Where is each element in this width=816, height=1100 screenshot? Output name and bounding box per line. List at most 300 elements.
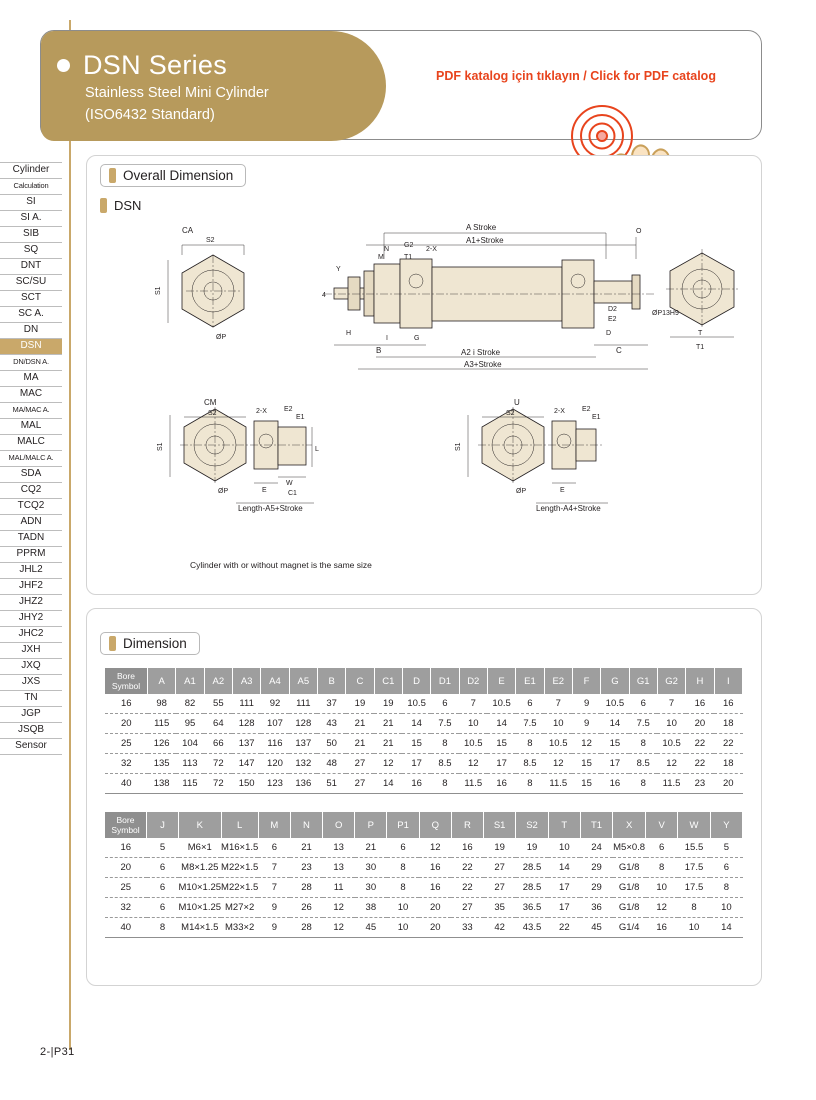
- svg-text:W: W: [286, 480, 293, 487]
- svg-text:CM: CM: [204, 398, 217, 407]
- table-cell: 135: [148, 754, 176, 774]
- sidebar-item-sensor[interactable]: Sensor: [0, 739, 62, 755]
- table-cell: 11.5: [544, 774, 572, 794]
- column-header: Y: [710, 812, 742, 838]
- svg-text:4: 4: [322, 292, 326, 299]
- svg-text:T1: T1: [404, 254, 413, 261]
- table-cell: 12: [572, 734, 600, 754]
- table-cell: 17: [601, 754, 629, 774]
- page-standard: (ISO6432 Standard): [85, 107, 215, 123]
- table-cell: 17: [548, 898, 580, 918]
- table-cell: 28.5: [516, 878, 548, 898]
- svg-text:S1: S1: [157, 442, 164, 451]
- table-cell: 29: [580, 878, 612, 898]
- svg-text:G: G: [414, 335, 420, 342]
- table-cell: 8: [629, 774, 657, 794]
- dimension-table-2: [105, 812, 743, 938]
- table-cell: 136: [289, 774, 317, 794]
- table-cell: 23: [686, 774, 714, 794]
- table-cell: 22: [451, 878, 483, 898]
- table-cell: 138: [148, 774, 176, 794]
- svg-text:H: H: [346, 330, 352, 337]
- column-header: P1: [387, 812, 419, 838]
- column-header: X: [613, 812, 646, 838]
- table-cell: 8: [431, 734, 459, 754]
- table-cell: 16: [419, 878, 451, 898]
- table-row: [105, 754, 743, 774]
- table-cell: 7.5: [516, 714, 544, 734]
- table-cell: 6: [646, 838, 678, 858]
- table-cell: 32: [105, 898, 147, 918]
- table-cell: 21: [290, 838, 322, 858]
- svg-text:A1+Stroke: A1+Stroke: [466, 236, 504, 245]
- svg-text:A Stroke: A Stroke: [466, 223, 497, 232]
- page-number: 2-|P31: [40, 1046, 75, 1058]
- sidebar-item-jxs[interactable]: JXS: [0, 675, 62, 691]
- table-cell: 6: [629, 694, 657, 714]
- column-header: E1: [516, 668, 544, 694]
- table-cell: 92: [261, 694, 289, 714]
- column-header: O: [323, 812, 355, 838]
- table-cell: 9: [572, 714, 600, 734]
- table-cell: 8: [516, 774, 544, 794]
- section-dimension-label: Dimension: [123, 636, 187, 651]
- table-cell: 8: [710, 878, 742, 898]
- table-cell: 12: [323, 898, 355, 918]
- table-cell: 12: [544, 754, 572, 774]
- table-cell: 20: [714, 774, 742, 794]
- sidebar-item-sct[interactable]: SCT: [0, 291, 62, 307]
- table-cell: 6: [258, 838, 290, 858]
- table-cell: 32: [105, 754, 148, 774]
- table-cell: 50: [317, 734, 345, 754]
- sidebar-item-jhf2[interactable]: JHF2: [0, 579, 62, 595]
- table-cell: 22: [548, 918, 580, 938]
- table-cell: 137: [289, 734, 317, 754]
- sidebar-item-mal-malc-a[interactable]: MAL/MALC A.: [0, 451, 62, 467]
- table-cell: 20: [105, 858, 147, 878]
- drawing-note: Cylinder with or without magnet is the same size: [190, 560, 372, 570]
- table-cell: 82: [176, 694, 204, 714]
- table-cell: 6: [147, 858, 179, 878]
- column-header: T: [548, 812, 580, 838]
- table-cell: 27: [484, 858, 516, 878]
- column-header: W: [678, 812, 710, 838]
- technical-drawing: [96, 215, 756, 585]
- series-tab: [41, 31, 386, 141]
- table-cell: 9: [258, 898, 290, 918]
- table-cell: 5: [710, 838, 742, 858]
- svg-text:E2: E2: [608, 316, 617, 323]
- column-header: A5: [289, 668, 317, 694]
- sidebar-item-sib[interactable]: SIB: [0, 227, 62, 243]
- sidebar-item-jsqb[interactable]: JSQB: [0, 723, 62, 739]
- svg-text:T1: T1: [696, 344, 705, 351]
- table-cell: 11.5: [657, 774, 685, 794]
- svg-text:S2: S2: [208, 410, 217, 417]
- column-header: A: [148, 668, 176, 694]
- table-cell: 147: [232, 754, 260, 774]
- svg-text:ØP: ØP: [516, 488, 527, 495]
- sidebar-item-jxh[interactable]: JXH: [0, 643, 62, 659]
- table-cell: 26: [290, 898, 322, 918]
- table-cell: 17: [548, 878, 580, 898]
- sidebar-item-jhz2[interactable]: JHZ2: [0, 595, 62, 611]
- table-cell: 28: [290, 918, 322, 938]
- sidebar-item-sc-su[interactable]: SC/SU: [0, 275, 62, 291]
- table-cell: 15.5: [678, 838, 710, 858]
- table-cell: 21: [374, 714, 402, 734]
- table-cell: 40: [105, 774, 148, 794]
- table-row: [105, 734, 743, 754]
- table-cell: 10.5: [657, 734, 685, 754]
- table-cell: 43.5: [516, 918, 548, 938]
- section-overall-dimension: [100, 164, 246, 187]
- table-cell: 14: [710, 918, 742, 938]
- table-cell: 13: [323, 838, 355, 858]
- column-header: Bore Symbol: [105, 668, 148, 694]
- column-header: D: [402, 668, 430, 694]
- table-cell: 55: [204, 694, 232, 714]
- sidebar-item-calculation[interactable]: Calculation: [0, 179, 62, 195]
- sidebar-item-tn[interactable]: TN: [0, 691, 62, 707]
- column-header: S2: [516, 812, 548, 838]
- table-cell: G1/4: [613, 918, 646, 938]
- table-cell: 28: [290, 878, 322, 898]
- table-cell: 15: [402, 734, 430, 754]
- table-cell: 16: [105, 694, 148, 714]
- column-header: Bore Symbol: [105, 812, 147, 838]
- table-cell: M33×2: [221, 918, 258, 938]
- table-cell: 14: [487, 714, 515, 734]
- table-cell: 116: [261, 734, 289, 754]
- pdf-catalog-link[interactable]: PDF katalog için tıklayın / Click for PDF catalog: [436, 69, 716, 83]
- sidebar-item-pprm[interactable]: PPRM: [0, 547, 62, 563]
- column-header: H: [686, 668, 714, 694]
- svg-text:E2: E2: [284, 406, 293, 413]
- svg-text:I: I: [386, 335, 388, 342]
- table-cell: 6: [387, 838, 419, 858]
- table-cell: 18: [714, 714, 742, 734]
- table-cell: M14×1.5: [179, 918, 222, 938]
- table-cell: 8: [646, 858, 678, 878]
- svg-text:Length-A4+Stroke: Length-A4+Stroke: [536, 504, 601, 513]
- table-cell: 115: [148, 714, 176, 734]
- table-cell: 25: [105, 878, 147, 898]
- table-cell: M22×1.5: [221, 858, 258, 878]
- table-cell: 21: [346, 734, 374, 754]
- sidebar-item-jxq[interactable]: JXQ: [0, 659, 62, 675]
- table-cell: 10: [387, 918, 419, 938]
- column-header: J: [147, 812, 179, 838]
- column-header: E2: [544, 668, 572, 694]
- table-cell: 6: [516, 694, 544, 714]
- table-row: [105, 858, 743, 878]
- table-cell: 5: [147, 838, 179, 858]
- column-header: G: [601, 668, 629, 694]
- sidebar-item-cq2[interactable]: CQ2: [0, 483, 62, 499]
- table-cell: 8: [516, 734, 544, 754]
- table-cell: 17.5: [678, 878, 710, 898]
- table-cell: 115: [176, 774, 204, 794]
- table-cell: 36: [580, 898, 612, 918]
- table-cell: 7: [258, 858, 290, 878]
- table-cell: 7: [544, 694, 572, 714]
- column-header: C: [346, 668, 374, 694]
- table-cell: 10: [548, 838, 580, 858]
- table-cell: 72: [204, 754, 232, 774]
- table-cell: 45: [355, 918, 387, 938]
- svg-text:N: N: [384, 246, 390, 253]
- table-row: [105, 918, 743, 938]
- table-cell: 10: [459, 714, 487, 734]
- column-header: N: [290, 812, 322, 838]
- table-cell: 38: [355, 898, 387, 918]
- table-row: [105, 838, 743, 858]
- table-cell: 20: [105, 714, 148, 734]
- table-cell: 104: [176, 734, 204, 754]
- table-cell: 6: [710, 858, 742, 878]
- table-cell: 27: [346, 754, 374, 774]
- table-cell: 11.5: [459, 774, 487, 794]
- sidebar-item-mac[interactable]: MAC: [0, 387, 62, 403]
- table-cell: 10.5: [487, 694, 515, 714]
- table-cell: 123: [261, 774, 289, 794]
- table-cell: 12: [459, 754, 487, 774]
- sidebar-item-jhy2[interactable]: JHY2: [0, 611, 62, 627]
- sidebar-item-jhc2[interactable]: JHC2: [0, 627, 62, 643]
- table-cell: G1/8: [613, 898, 646, 918]
- page-title: DSN Series: [83, 50, 228, 80]
- sidebar-item-sq[interactable]: SQ: [0, 243, 62, 259]
- sidebar-item-tadn[interactable]: TADN: [0, 531, 62, 547]
- table-cell: 42: [484, 918, 516, 938]
- table-cell: 17.5: [678, 858, 710, 878]
- table-cell: 7.5: [431, 714, 459, 734]
- table-cell: 12: [646, 898, 678, 918]
- column-header: A4: [261, 668, 289, 694]
- table-cell: 45: [580, 918, 612, 938]
- table-cell: 21: [374, 734, 402, 754]
- table-cell: 14: [402, 714, 430, 734]
- column-header: G1: [629, 668, 657, 694]
- table-cell: 20: [419, 898, 451, 918]
- svg-text:2-X: 2-X: [426, 246, 437, 253]
- table-row: [105, 774, 743, 794]
- table-cell: 13: [323, 858, 355, 878]
- column-header: Q: [419, 812, 451, 838]
- svg-text:ØP13H9: ØP13H9: [652, 310, 679, 317]
- svg-text:G2: G2: [404, 242, 414, 249]
- table-cell: 16: [451, 838, 483, 858]
- svg-text:ØP: ØP: [216, 334, 227, 341]
- column-header: G2: [657, 668, 685, 694]
- table-cell: 11: [323, 878, 355, 898]
- table-row: [105, 878, 743, 898]
- table-cell: 30: [355, 878, 387, 898]
- sidebar-item-dnt[interactable]: DNT: [0, 259, 62, 275]
- table-cell: 10: [710, 898, 742, 918]
- table-cell: 19: [516, 838, 548, 858]
- svg-text:B: B: [376, 346, 382, 355]
- table-cell: 6: [147, 878, 179, 898]
- column-header: V: [646, 812, 678, 838]
- table-cell: 111: [232, 694, 260, 714]
- svg-text:ØP: ØP: [218, 488, 229, 495]
- svg-text:D: D: [606, 330, 612, 337]
- sidebar-item-tcq2[interactable]: TCQ2: [0, 499, 62, 515]
- table-cell: 21: [346, 714, 374, 734]
- table-cell: 23: [290, 858, 322, 878]
- table-cell: 22: [686, 734, 714, 754]
- table-cell: 15: [572, 774, 600, 794]
- table-cell: 48: [317, 754, 345, 774]
- table-cell: 126: [148, 734, 176, 754]
- table-cell: 36.5: [516, 898, 548, 918]
- table-cell: 35: [484, 898, 516, 918]
- table-cell: 22: [714, 734, 742, 754]
- table-cell: 27: [451, 898, 483, 918]
- table-cell: 25: [105, 734, 148, 754]
- table-cell: 137: [232, 734, 260, 754]
- subsection-dsn-label: DSN: [114, 198, 142, 213]
- svg-text:E: E: [560, 487, 565, 494]
- table-cell: 30: [355, 858, 387, 878]
- table-cell: 20: [419, 918, 451, 938]
- table-cell: 10.5: [459, 734, 487, 754]
- table-cell: M10×1.25: [179, 898, 222, 918]
- sidebar-item-malc[interactable]: MALC: [0, 435, 62, 451]
- table-cell: 21: [355, 838, 387, 858]
- table-cell: 16: [601, 774, 629, 794]
- table-cell: 8: [387, 858, 419, 878]
- sidebar-item-dn-dsn-a[interactable]: DN/DSN A.: [0, 355, 62, 371]
- bullet-dot-icon: [57, 59, 70, 72]
- table-cell: M27×2: [221, 898, 258, 918]
- table-cell: 7: [657, 694, 685, 714]
- sidebar-item-dsn[interactable]: DSN: [0, 339, 62, 355]
- column-header: S1: [484, 812, 516, 838]
- column-header: K: [179, 812, 222, 838]
- table-cell: 10.5: [544, 734, 572, 754]
- tag-bar-icon: [100, 198, 107, 213]
- svg-text:E: E: [262, 487, 267, 494]
- column-header: M: [258, 812, 290, 838]
- table-cell: 12: [419, 838, 451, 858]
- table-cell: M5×0.8: [613, 838, 646, 858]
- table-cell: 19: [374, 694, 402, 714]
- svg-text:S1: S1: [455, 442, 462, 451]
- svg-text:2-X: 2-X: [554, 408, 565, 415]
- table-cell: 9: [572, 694, 600, 714]
- svg-text:L: L: [315, 446, 319, 453]
- sidebar-nav[interactable]: [0, 162, 62, 755]
- svg-text:S1: S1: [155, 286, 162, 295]
- sidebar-item-jgp[interactable]: JGP: [0, 707, 62, 723]
- sidebar-item-mal[interactable]: MAL: [0, 419, 62, 435]
- table-cell: 15: [572, 754, 600, 774]
- accent-rule: [69, 20, 71, 1050]
- table-cell: 12: [374, 754, 402, 774]
- sidebar-item-si-a[interactable]: SI A.: [0, 211, 62, 227]
- tag-bar-icon: [109, 636, 116, 651]
- svg-text:A2 i Stroke: A2 i Stroke: [461, 348, 501, 357]
- table-cell: 40: [105, 918, 147, 938]
- table-cell: 19: [346, 694, 374, 714]
- table-cell: 22: [686, 754, 714, 774]
- sidebar-item-si[interactable]: SI: [0, 195, 62, 211]
- column-header: F: [572, 668, 600, 694]
- sidebar-item-ma-mac-a[interactable]: MA/MAC A.: [0, 403, 62, 419]
- table-cell: 16: [105, 838, 147, 858]
- table-cell: 10: [646, 878, 678, 898]
- sidebar-item-ma[interactable]: MA: [0, 371, 62, 387]
- table-cell: 72: [204, 774, 232, 794]
- svg-text:O: O: [636, 228, 642, 235]
- table-cell: G1/8: [613, 858, 646, 878]
- sidebar-item-adn[interactable]: ADN: [0, 515, 62, 531]
- section-overall-dimension-label: Overall Dimension: [123, 168, 234, 183]
- table-cell: 20: [686, 714, 714, 734]
- svg-text:E1: E1: [296, 414, 305, 421]
- table-cell: 98: [148, 694, 176, 714]
- dimension-table-1: [105, 668, 743, 794]
- table-cell: 33: [451, 918, 483, 938]
- svg-text:S2: S2: [506, 410, 515, 417]
- table-cell: 8: [431, 774, 459, 794]
- table-cell: 27: [346, 774, 374, 794]
- subsection-dsn: [100, 198, 141, 213]
- table-cell: 8.5: [431, 754, 459, 774]
- table-cell: 128: [232, 714, 260, 734]
- table-cell: 10: [657, 714, 685, 734]
- column-header: I: [714, 668, 742, 694]
- svg-text:M: M: [378, 254, 384, 261]
- table-cell: 43: [317, 714, 345, 734]
- table-cell: M8×1.25: [179, 858, 222, 878]
- table-cell: 17: [402, 754, 430, 774]
- sidebar-item-cylinder[interactable]: Cylinder: [0, 162, 62, 179]
- sidebar-item-sc-a[interactable]: SC A.: [0, 307, 62, 323]
- table-row: [105, 714, 743, 734]
- table-cell: M16×1.5: [221, 838, 258, 858]
- table-cell: 24: [580, 838, 612, 858]
- svg-text:D2: D2: [608, 306, 617, 313]
- column-header: P: [355, 812, 387, 838]
- table-cell: 9: [258, 918, 290, 938]
- header-banner: [40, 30, 762, 140]
- column-header: D1: [431, 668, 459, 694]
- table-cell: 14: [548, 858, 580, 878]
- table-cell: 6: [147, 898, 179, 918]
- table-cell: 16: [402, 774, 430, 794]
- sidebar-item-dn[interactable]: DN: [0, 323, 62, 339]
- table-cell: 12: [323, 918, 355, 938]
- column-header: A2: [204, 668, 232, 694]
- svg-text:S2: S2: [206, 237, 215, 244]
- svg-text:T: T: [698, 330, 703, 337]
- table-cell: 17: [487, 754, 515, 774]
- table-cell: 18: [714, 754, 742, 774]
- sidebar-item-sda[interactable]: SDA: [0, 467, 62, 483]
- svg-text:E1: E1: [592, 414, 601, 421]
- table-cell: 111: [289, 694, 317, 714]
- column-header: D2: [459, 668, 487, 694]
- sidebar-item-jhl2[interactable]: JHL2: [0, 563, 62, 579]
- table-cell: 28.5: [516, 858, 548, 878]
- svg-text:Y: Y: [336, 266, 341, 273]
- table-cell: 95: [176, 714, 204, 734]
